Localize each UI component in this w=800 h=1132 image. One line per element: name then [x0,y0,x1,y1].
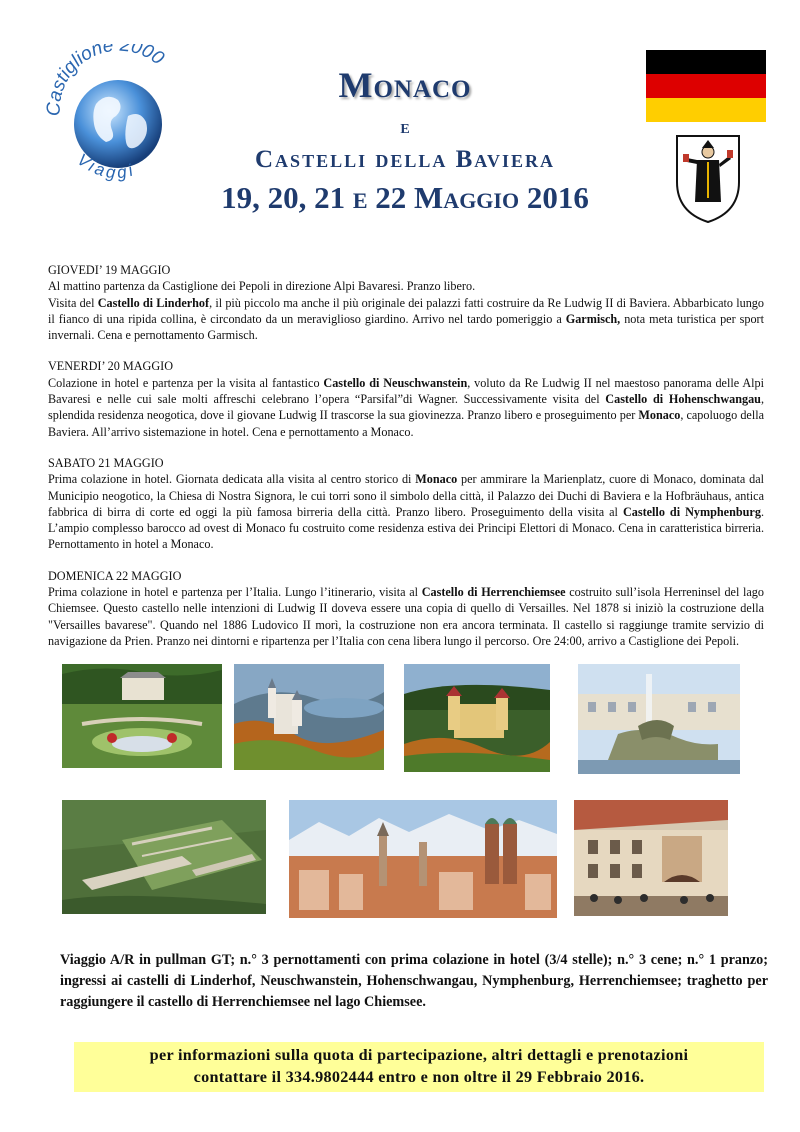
highlight-place: Castello di Linderhof [97,295,210,310]
description-text: Visita del [48,295,98,310]
page-subtitle: Castelli della Baviera [255,146,555,173]
description-text: per ammirare la Marienplatz, cuore di Monaco, dominata dal Municipio neogotico, la Chiesa di Nostra Signora, le cui torri sono il simbolo della città, il Palazzo dei Duchi di Baviera e la Hofbräuhaus, antica fabbrica di birra di corte ed oggi la più famosa birreria della città. Pranzo libero. Proseguimento della visita al [48,472,765,519]
logo-top-text: astiglione 2000 [46,44,168,104]
included-services: Viaggio A/R in pullman GT; n.° 3 pernottamenti con prima colazione in hotel (3/4 stelle); n.° 3 cene; n.° 1 pranzo; ingressi ai castelli di Linderhof, Neuschwanstein, Hohenschwangau, Nymphenburg, Herrenchiemsee; traghetto per raggiungere il castello di Herrenchiemsee nel lago Chiemsee. [60,952,768,1010]
info-line-1: per informazioni sulla quota di partecipazione, altri dettagli e prenotazioni [149,1046,689,1064]
day-heading: DOMENICA 22 MAGGIO [48,568,182,583]
description-text: costruito sull’isola Herreninsel del lago Chiemsee. Questo castello nelle intenzioni di Ludwig II doveva essere una copia di quello di Versailles. Nel 1878 si iniziò la costruzione della "Versailles bavarese". Quando nel 1886 Ludovico II morì, la costruzione non era ancora terminata. Il castello si raggiunge tramite servizio di navigazione da Prien. Pranzo nei dintorni e ripartenza per l’Italia con cena libera lungo il percorso. Ore 24:00, arrivo a Castiglione dei Pepoli. [48,585,764,648]
info-line-2: contattare il 334.9802444 entro e non oltre il 29 Febbraio 2016. [193,1068,645,1086]
page-title: Monaco [338,65,472,105]
hohenschwangau-photo [404,664,550,772]
description-text: Colazione in hotel e partenza per la visita al fantastico [48,375,324,390]
hofbraeuhaus-photo [574,800,728,916]
title-conjunction: e [400,116,410,138]
day-description [48,278,764,343]
day-heading: GIOVEDI’ 19 MAGGIO [48,263,171,277]
title-block [190,62,620,218]
day-heading: SABATO 21 MAGGIO [48,455,164,470]
highlight-place: Castello di Neuschwanstein [323,375,468,390]
day-description [48,584,764,649]
munich-coat-of-arms [673,132,743,224]
itinerary-day [48,455,764,553]
description-text: Al mattino partenza da Castiglione dei Pepoli in direzione Alpi Bavaresi. Pranzo libero. [48,279,476,294]
linderhof-photo [62,664,222,768]
highlight-place: Castello di Herrenchiemsee [421,585,566,600]
description-text: , voluto da Re Ludwig II nel maestoso panorama delle Alpi Bavaresi e nelle cui sale molti affreschi celebrano l’opera “Parsifal”di Wagner. Successivamente visita del [48,375,764,407]
trip-dates: 19, 20, 21 e 22 Maggio 2016 [221,180,589,215]
description-text: . L’ampio complesso barocco ad ovest di Monaco fu costruito come residenza estiva dei Principi Elettori di Monaco. Cena in caratteristica birreria. Pernottamento in hotel a Monaco. [48,504,764,552]
description-text: Prima colazione in hotel e partenza per l’Italia. Lungo l’itinerario, visita al [48,585,422,600]
info-banner [74,1042,764,1092]
description-text: , splendida residenza neogotica, dove il giovane Ludwig II trascorse la sua giovinezza. Pranzo libero e proseguimento per [48,392,765,423]
itinerary-day [48,262,764,343]
highlight-place: Castello di Nymphenburg [622,504,761,519]
neuschwanstein-photo [234,664,384,770]
highlight-place: Monaco [415,472,458,487]
description-text: , il più piccolo ma anche il più originale dei palazzi fatti costruire da Re Ludwig II di Baviera. Abbarbicato lungo il fianco di una ripida collina, è circondato da un meraviglioso giardino. Arrivo nel tardo pomeriggio a [48,295,764,326]
day-description [48,471,764,552]
itinerary-day [48,358,764,439]
highlight-place: Monaco [638,408,681,423]
day-heading: VENERDI’ 20 MAGGIO [48,359,174,374]
herrenchiemsee-fountain-photo [578,664,740,774]
highlight-place: Castello di Hohenschwangau [605,392,761,407]
logo-bottom-text: Viaggi [73,149,138,183]
munich-skyline-photo [289,800,557,918]
itinerary-day [48,568,764,649]
description-text: nota meta turistica per sport invernali. Cena e pernottamento Garmisch. [48,311,764,343]
german-flag [646,50,766,122]
nymphenburg-aerial-photo [62,800,266,914]
highlight-place: Garmisch, [565,311,621,326]
itinerary [48,262,764,664]
day-description [48,375,764,440]
description-text: , capoluogo della Baviera. All’arrivo sistemazione in hotel. Cena e pernottamento a Monaco. [48,408,765,439]
castiglione-logo [46,44,186,194]
description-text: Prima colazione in hotel. Giornata dedicata alla visita al centro storico di [48,472,416,487]
